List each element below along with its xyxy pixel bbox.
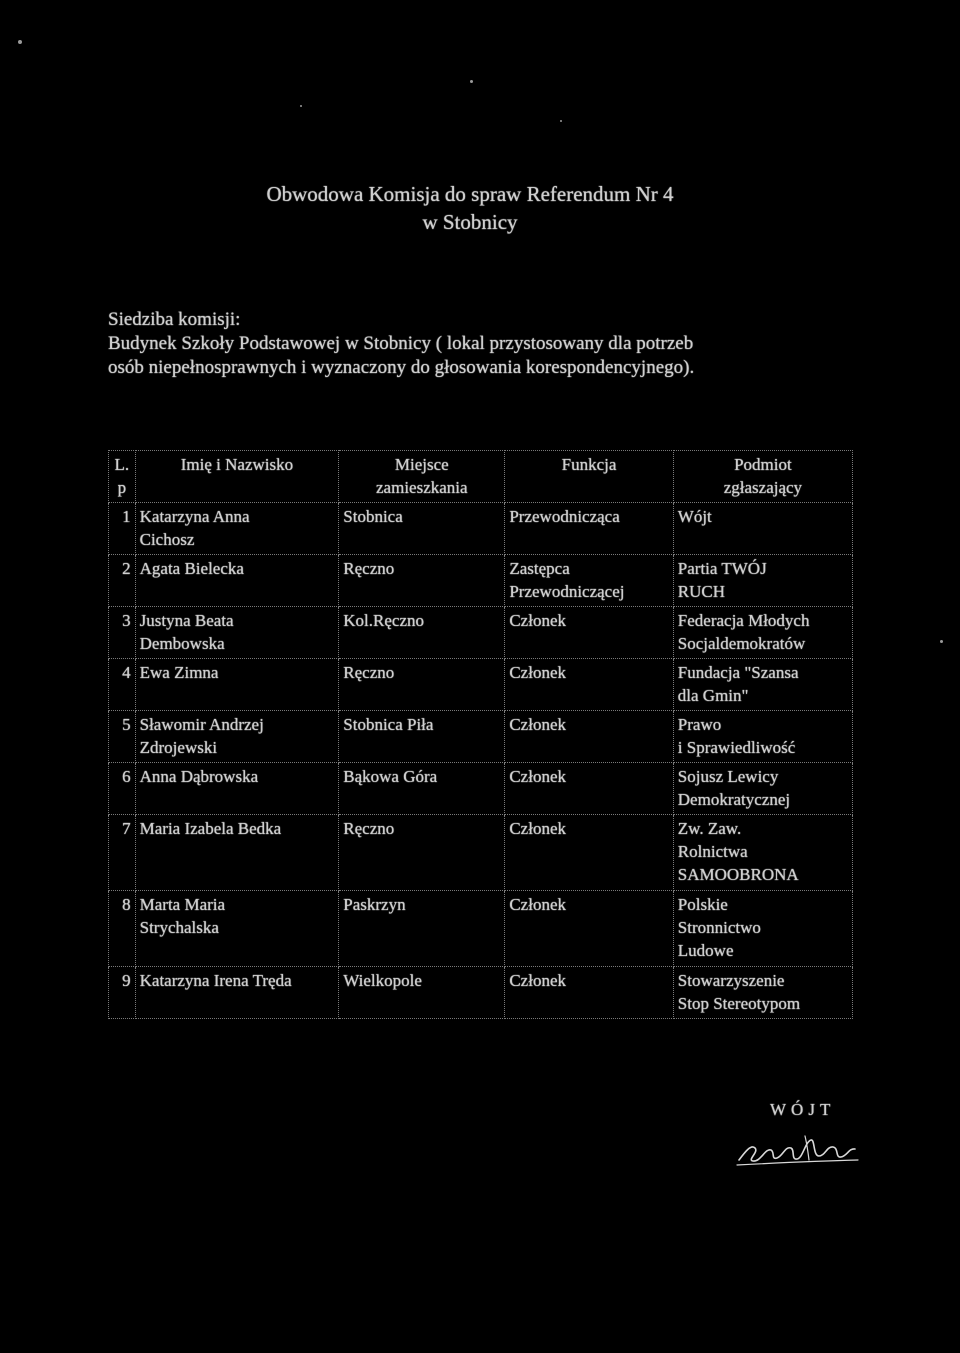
cell-lp: 3 <box>109 607 136 659</box>
table-row <box>109 763 853 815</box>
cell-place-line: Wielkopole <box>343 971 422 990</box>
cell-subject-line: Wójt <box>677 507 712 526</box>
cell-subject-line: i Sprawiedliwość <box>677 738 796 757</box>
cell-lp: 7 <box>109 815 136 891</box>
cell-place-line: Bąkowa Góra <box>343 767 438 786</box>
cell-place-line: Kol.Ręczno <box>343 611 424 630</box>
cell-subject-line: RUCH <box>677 582 726 601</box>
cell-name <box>135 967 339 1019</box>
cell-subject-line: dla Gmin" <box>677 686 749 705</box>
cell-name <box>135 891 339 967</box>
table-header-row <box>109 451 853 503</box>
cell-place <box>339 891 505 967</box>
cell-subject <box>673 711 852 763</box>
wojt-label: WÓJT <box>770 1100 836 1119</box>
cell-place <box>339 967 505 1019</box>
cell-function-line: Członek <box>509 715 566 734</box>
table-row <box>109 555 853 607</box>
header-subject-line: Podmiot <box>734 455 792 474</box>
cell-subject-line: Socjaldemokratów <box>677 634 806 653</box>
cell-name-line: Katarzyna Anna <box>139 507 250 526</box>
cell-name <box>135 711 339 763</box>
cell-lp: 9 <box>109 967 136 1019</box>
cell-place-line: Ręczno <box>343 819 395 838</box>
scan-speck <box>940 640 943 643</box>
cell-subject-line: Fundacja "Szansa <box>677 663 799 682</box>
seat-label: Siedziba komisji: <box>108 309 241 330</box>
cell-place-line: Stobnica <box>343 507 403 526</box>
cell-function-line: Członek <box>509 819 566 838</box>
cell-subject-line: Stowarzyszenie <box>677 971 785 990</box>
document-title <box>0 180 940 236</box>
cell-place-line: Ręczno <box>343 559 395 578</box>
cell-name-line: Katarzyna Irena Tręda <box>139 971 292 990</box>
cell-name <box>135 659 339 711</box>
cell-name-line: Cichosz <box>139 530 195 549</box>
cell-function <box>505 503 673 555</box>
scan-speck <box>470 80 473 83</box>
cell-name-line: Sławomir Andrzej <box>139 715 264 734</box>
cell-subject <box>673 763 852 815</box>
header-place-line: Miejsce <box>394 455 449 474</box>
cell-place <box>339 711 505 763</box>
cell-name <box>135 503 339 555</box>
signature-drawing <box>735 1130 860 1170</box>
cell-subject <box>673 967 852 1019</box>
cell-place-line: Ręczno <box>343 663 395 682</box>
header-function-line: Funkcja <box>561 455 617 474</box>
cell-name-line: Justyna Beata <box>139 611 234 630</box>
cell-lp: 4 <box>109 659 136 711</box>
seat-address-line-2: osób niepełnosprawnych i wyznaczony do głosowania korespondencyjnego). <box>108 357 695 378</box>
cell-subject <box>673 555 852 607</box>
cell-place <box>339 815 505 891</box>
header-name <box>135 451 339 503</box>
cell-function-line: Przewodniczącej <box>509 582 625 601</box>
cell-subject <box>673 503 852 555</box>
cell-name-line: Ewa Zimna <box>139 663 219 682</box>
cell-function <box>505 891 673 967</box>
cell-function <box>505 711 673 763</box>
cell-lp: 1 <box>109 503 136 555</box>
cell-subject <box>673 891 852 967</box>
cell-place <box>339 659 505 711</box>
table-row <box>109 607 853 659</box>
header-place-line: zamieszkania <box>376 478 468 497</box>
scan-speck <box>18 40 22 44</box>
cell-name <box>135 607 339 659</box>
handwritten-signature <box>735 1130 860 1170</box>
cell-subject <box>673 815 852 891</box>
table-row <box>109 711 853 763</box>
cell-place <box>339 607 505 659</box>
header-name-line: Imię i Nazwisko <box>180 455 294 474</box>
commission-seat-block <box>108 308 868 380</box>
header-lp <box>109 451 136 503</box>
header-subject <box>673 451 852 503</box>
cell-function <box>505 967 673 1019</box>
cell-function-line: Członek <box>509 767 566 786</box>
cell-place <box>339 763 505 815</box>
cell-name <box>135 763 339 815</box>
header-place <box>339 451 505 503</box>
cell-name-line: Marta Maria <box>139 895 226 914</box>
table-row <box>109 815 853 891</box>
cell-place <box>339 503 505 555</box>
members-table-body <box>109 503 853 1019</box>
header-lp-line: p <box>117 478 127 497</box>
cell-lp: 2 <box>109 555 136 607</box>
cell-function <box>505 555 673 607</box>
cell-place-line: Paskrzyn <box>343 895 406 914</box>
cell-name-line: Agata Bielecka <box>139 559 244 578</box>
cell-name-line: Anna Dąbrowska <box>139 767 259 786</box>
cell-name <box>135 555 339 607</box>
cell-function <box>505 763 673 815</box>
cell-place <box>339 555 505 607</box>
cell-lp: 6 <box>109 763 136 815</box>
cell-function-line: Członek <box>509 611 566 630</box>
cell-function-line: Członek <box>509 971 566 990</box>
header-subject-line: zgłaszający <box>723 478 803 497</box>
cell-subject-line: Zw. Zaw. <box>677 819 742 838</box>
cell-function <box>505 659 673 711</box>
cell-subject-line: Federacja Młodych <box>677 611 810 630</box>
table-row <box>109 503 853 555</box>
cell-place-line: Stobnica Piła <box>343 715 434 734</box>
cell-subject-line: Demokratycznej <box>677 790 791 809</box>
cell-subject-line: Prawo <box>677 715 722 734</box>
title-line-1: Obwodowa Komisja do spraw Referendum Nr 4 <box>266 182 674 206</box>
cell-name-line: Maria Izabela Bedka <box>139 819 282 838</box>
scan-speck <box>560 120 562 122</box>
table-row <box>109 891 853 967</box>
cell-subject <box>673 607 852 659</box>
cell-name <box>135 815 339 891</box>
cell-function-line: Zastępca <box>509 559 570 578</box>
title-line-2: w Stobnicy <box>422 210 518 234</box>
cell-function <box>505 815 673 891</box>
cell-subject-line: Partia TWÓJ <box>677 559 767 578</box>
members-table <box>108 450 853 1019</box>
header-function <box>505 451 673 503</box>
cell-subject-line: Rolnictwa <box>677 842 748 861</box>
cell-subject <box>673 659 852 711</box>
scan-speck <box>300 105 302 107</box>
cell-name-line: Dembowska <box>139 634 225 653</box>
seat-address-line-1: Budynek Szkoły Podstawowej w Stobnicy ( lokal przystosowany dla potrzeb <box>108 333 694 354</box>
cell-function <box>505 607 673 659</box>
table-row <box>109 659 853 711</box>
cell-subject-line: Polskie <box>677 895 728 914</box>
header-lp-line: L. <box>114 455 130 474</box>
cell-name-line: Strychalska <box>139 918 219 937</box>
cell-subject-line: Ludowe <box>677 941 734 960</box>
cell-function-line: Członek <box>509 895 566 914</box>
cell-subject-line: SAMOOBRONA <box>677 865 799 884</box>
cell-subject-line: Sojusz Lewicy <box>677 767 779 786</box>
cell-lp: 8 <box>109 891 136 967</box>
cell-name-line: Zdrojewski <box>139 738 218 757</box>
cell-lp: 5 <box>109 711 136 763</box>
table-row <box>109 967 853 1019</box>
cell-subject-line: Stop Stereotypom <box>677 994 801 1013</box>
cell-function-line: Przewodnicząca <box>509 507 620 526</box>
cell-subject-line: Stronnictwo <box>677 918 761 937</box>
cell-function-line: Członek <box>509 663 566 682</box>
